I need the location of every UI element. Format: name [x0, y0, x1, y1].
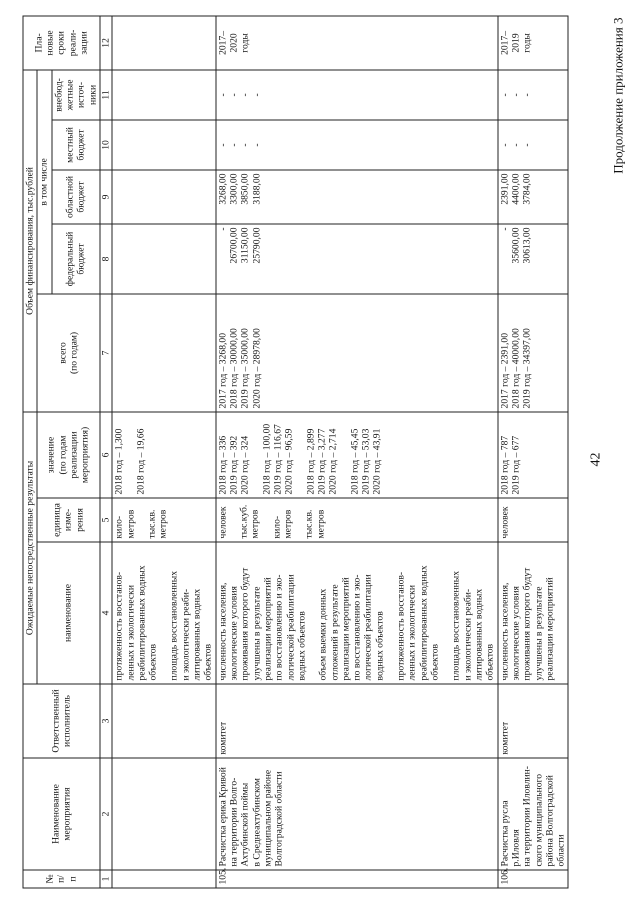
result-name	[498, 542, 569, 684]
responsible-executor	[112, 684, 216, 758]
result-unit	[112, 498, 216, 542]
header-event: Наименование мероприятия	[23, 758, 100, 870]
header-terms: Пла- новые сроки реали- зации	[23, 16, 100, 70]
result-unit-entry: человек	[217, 506, 229, 539]
funding-regional: 3268,00 3300,00 3850,00 3188,00	[216, 170, 498, 224]
header-including: в том числе	[37, 70, 51, 294]
col-number: 2	[100, 758, 112, 870]
result-name-entry: площадь восстановленных и экологически реаби- литированных водных объектов	[450, 571, 496, 681]
implementation-terms: 2017– 2020 годы	[216, 16, 498, 70]
result-value-entry: 2018 год – 336 2019 год – 392 2020 год – 324	[217, 435, 251, 495]
funding-total: 2017 год – 3268,00 2018 год – 30000,00 2019 год – 35000,00 2020 год – 28978,00	[216, 294, 498, 412]
program-table	[23, 15, 569, 888]
header-regional: областной бюджет	[52, 170, 100, 224]
funding-total	[112, 294, 216, 412]
header-extra: внебюд- жетные источ- ники	[52, 70, 100, 120]
funding-extra: - - -	[498, 70, 569, 120]
col-number: 1	[100, 870, 112, 888]
col-number: 6	[100, 412, 112, 498]
col-number: 10	[100, 120, 112, 170]
implementation-terms	[112, 16, 216, 70]
column-number-row	[100, 16, 112, 888]
funding-local: - - - -	[216, 120, 498, 170]
row-number: 105.	[216, 870, 498, 888]
header-total: всего (по годам)	[37, 294, 100, 412]
funding-federal: - 26700,00 31150,00 25790,00	[216, 224, 498, 294]
result-unit-entry: кило- метров	[113, 509, 136, 539]
funding-local	[112, 120, 216, 170]
col-number: 4	[100, 542, 112, 684]
header-unit: единица изме- рения	[37, 498, 100, 542]
result-unit-entry: тыс.кв. метров	[146, 509, 169, 539]
result-unit-entry: тыс.кв. метров	[303, 509, 327, 539]
header-federal: федеральный бюджет	[52, 224, 100, 294]
result-value	[216, 412, 498, 498]
responsible-executor: комитет	[216, 684, 498, 758]
result-value-entry: 2018 год – 45,45 2019 год – 53,03 2020 год – 43,91	[349, 428, 383, 495]
col-number: 9	[100, 170, 112, 224]
funding-regional: 2391,00 4400,00 3784,00	[498, 170, 569, 224]
result-value-entry: 2018 год – 100,00 2019 год – 116,67 2020 год – 96,59	[261, 423, 295, 495]
event-name: Расчистка русла р.Иловля на территории Иловлин- ского муниципального района Волгоградской области	[498, 758, 569, 870]
funding-total: 2017 год – 2391,00 2018 год – 40000,00 2019 год – 34397,00	[498, 294, 569, 412]
table-header	[23, 16, 112, 888]
result-unit-entry: человек	[499, 506, 511, 539]
header-num: № п/п	[23, 870, 100, 888]
col-number: 11	[100, 70, 112, 120]
col-number: 5	[100, 498, 112, 542]
table-row	[112, 16, 216, 888]
header-funding: Объем финансирования, тыс.рублей	[23, 70, 37, 412]
header-name: наименование	[37, 542, 100, 684]
funding-regional	[112, 170, 216, 224]
funding-extra	[112, 70, 216, 120]
result-unit	[498, 498, 569, 542]
result-value-entry: 2018 год – 1,300	[113, 428, 125, 495]
result-name-entry: протяженность восстанов- ленных и экологически реабилитированных водных объектов	[113, 565, 159, 681]
result-name	[216, 542, 498, 684]
header-executor: Ответственный исполнитель	[23, 684, 100, 758]
result-value-entry: 2018 год – 787 2019 год – 677	[499, 435, 522, 495]
page-number: 42	[588, 452, 604, 467]
result-unit-entry: кило- метров	[271, 509, 294, 539]
row-number: 106.	[498, 870, 569, 888]
event-name	[112, 758, 216, 870]
header-local: местный бюджет	[52, 120, 100, 170]
responsible-executor: комитет	[498, 684, 569, 758]
table-body	[112, 16, 568, 888]
table-row	[216, 16, 498, 888]
implementation-terms: 2017– 2019 годы	[498, 16, 569, 70]
result-value	[112, 412, 216, 498]
funding-local: - - -	[498, 120, 569, 170]
row-number	[112, 870, 216, 888]
header-expected-results: Ожидаемые непосредственные результаты	[23, 412, 37, 684]
result-unit-entry: тыс.куб. метров	[238, 504, 261, 539]
col-number: 8	[100, 224, 112, 294]
result-value	[498, 412, 569, 498]
result-name-entry: численность населения, экологические условия проживания которого будут улучшены в результате реализации мероприятий по восстановлению и эко- логической реабилитации водных объектов	[217, 567, 308, 681]
result-name-entry: объем выемки донных отложений в результате реализации мероприятий по восстановлению и эко- логической реабилитации водных объектов	[317, 574, 386, 681]
funding-federal: - 35600,00 30613,00	[498, 224, 569, 294]
result-unit	[216, 498, 498, 542]
funding-extra: - - - -	[216, 70, 498, 120]
col-number: 7	[100, 294, 112, 412]
result-name-entry: протяженность восстанов- ленных и экологически реабилитированных водных объектов	[395, 565, 441, 681]
result-value-entry: 2018 год – 2,899 2019 год – 3,277 2020 год – 2,714	[305, 428, 339, 495]
col-number: 12	[100, 16, 112, 70]
col-number: 3	[100, 684, 112, 758]
event-name: Расчистка ерика Кривой на территории Волго- Ахтубинской поймы в Среднеахтубинском муниципальном районе Волгоградской области	[216, 758, 498, 870]
result-name	[112, 542, 216, 684]
result-value-entry: 2018 год – 19,66	[135, 428, 146, 495]
result-name-entry: площадь восстановленных и экологически реаби- литированных водных объектов	[168, 571, 214, 681]
header-value: значение (по годам реализации мероприятия)	[37, 412, 100, 498]
funding-federal	[112, 224, 216, 294]
table-row	[498, 16, 569, 888]
result-name-entry: численность населения, экологические условия проживания которого будут улучшены в результате реализации мероприятий	[499, 567, 556, 681]
document-page	[1, 0, 640, 905]
continuation-label: Продолжение приложения 3	[610, 17, 626, 174]
